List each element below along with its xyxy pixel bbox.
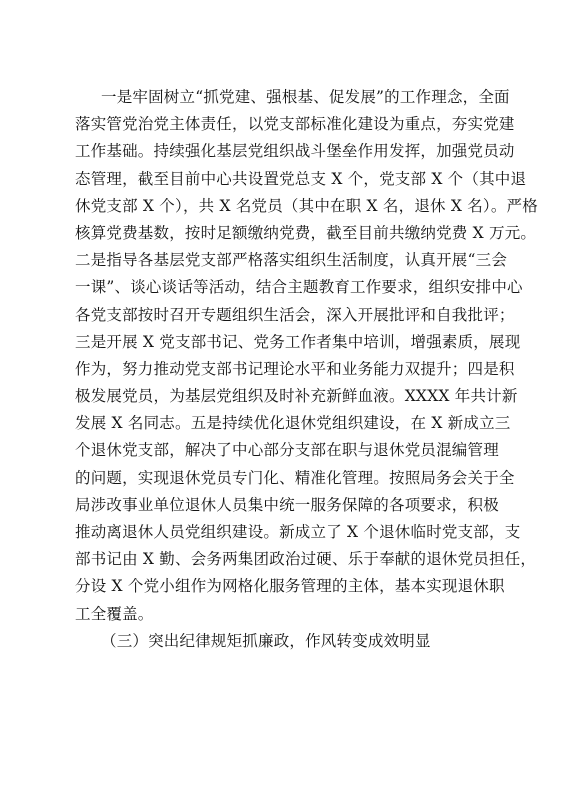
body-text	[75, 84, 538, 655]
paragraph-line: 一是牢固树立“抓党建、强根基、促发展”的工作理念，全面	[101, 88, 510, 106]
paragraph-line: 落实管党治党主体责任，以党支部标准化建设为重点，夯实党建	[75, 115, 515, 134]
paragraph-line: 极发展党员，为基层党组织及时补充新鲜血液。XXXX 年共计新	[75, 387, 518, 406]
paragraph-line: 部书记由 X 勤、会务两集团政治过硬、乐于奉献的退休党员担任，	[75, 550, 537, 569]
paragraph-line: 发展 X 名同志。五是持续优化退休党组织建设，在 X 新成立三	[75, 414, 511, 433]
paragraph-line: 核算党费基数，按时足额缴纳党费，截至目前共缴纳党费 X 万元。	[75, 223, 537, 242]
paragraph-line: 推动离退休人员党组织建设。新成立了 X 个退休临时党支部，支	[75, 523, 521, 541]
paragraph-line: 休党支部 X 个），共 X 名党员（其中在职 X 名，退休 X 名）。严格	[75, 196, 538, 215]
paragraph-line: 三是开展 X 党支部书记、党务工作者集中培训，增强素质，展现	[75, 332, 521, 351]
paragraph-line: 工作基础。持续强化基层党组织战斗堡垒作用发挥，加强党员动	[75, 142, 515, 161]
section-heading: （三）突出纪律规矩抓廉政，作风转变成效明显	[101, 631, 431, 650]
paragraph-line: 工全覆盖。	[75, 604, 154, 623]
paragraph-line: 的问题，实现退休党员专门化、精准化管理。按照局务会关于全	[75, 468, 515, 487]
paragraph-line: 一课”、谈心谈话等活动，结合主题教育工作要求，组织安排中心	[75, 278, 523, 297]
paragraph-line: 分设 X 个党小组作为网格化服务管理的主体，基本实现退休职	[75, 577, 505, 596]
paragraph-line: 个退休党支部，解决了中心部分支部在职与退休党员混编管理	[75, 441, 499, 460]
paragraph-line: 各党支部按时召开专题组织生活会，深入开展批评和自我批评；	[75, 305, 515, 324]
paragraph-line: 态管理，截至目前中心共设置党总支 X 个，党支部 X 个（其中退	[75, 169, 527, 188]
paragraph-line: 二是指导各基层党支部严格落实组织生活制度，认真开展“三会	[75, 251, 508, 270]
paragraph-line: 作为，努力推动党支部书记理论水平和业务能力双提升；四是积	[75, 359, 515, 378]
paragraph-line: 局涉改事业单位退休人员集中统一服务保障的各项要求，积极	[75, 495, 499, 514]
